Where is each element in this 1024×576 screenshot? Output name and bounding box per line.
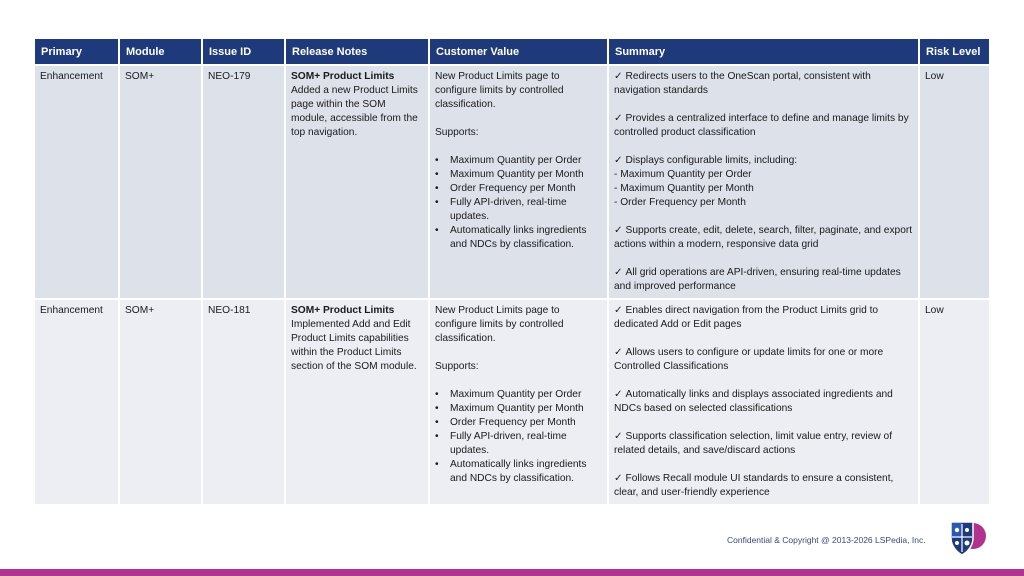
header-release-notes: Release Notes — [285, 39, 429, 65]
customer-value-bullets — [435, 388, 603, 486]
header-module: Module — [119, 39, 202, 65]
checkmark-icon: ✓ — [614, 267, 623, 278]
bullet-item: • Automatically links ingredients and NDCs by classification. — [435, 458, 603, 486]
release-text: Added a new Product Limits page within the SOM module, accessible from the top navigation. — [291, 85, 418, 138]
summary-item — [614, 224, 914, 252]
release-text: Implemented Add and Edit Product Limits capabilities within the Product Limits section of the SOM module. — [291, 319, 417, 372]
summary-item — [614, 472, 914, 500]
header-risk-level: Risk Level — [919, 39, 989, 65]
checkmark-icon: ✓ — [614, 225, 623, 236]
table-header-row — [35, 39, 989, 65]
bullet-item: • Maximum Quantity per Order — [435, 388, 603, 402]
cell-risk-level: Low — [919, 65, 989, 299]
bullet-item: • Fully API-driven, real-time updates. — [435, 196, 603, 224]
cell-customer-value — [429, 299, 608, 505]
customer-value-intro: New Product Limits page to configure limits by controlled classification. — [435, 71, 564, 110]
summary-item — [614, 154, 914, 210]
checkmark-icon: ✓ — [614, 473, 623, 484]
customer-value-intro: New Product Limits page to configure limits by controlled classification. — [435, 305, 564, 344]
bullet-item: • Order Frequency per Month — [435, 182, 603, 196]
header-primary: Primary — [35, 39, 119, 65]
cell-primary: Enhancement — [35, 65, 119, 299]
bullet-item: • Maximum Quantity per Month — [435, 168, 603, 182]
summary-text: All grid operations are API-driven, ensuring real-time updates and improved performance — [614, 267, 901, 292]
bullet-item: • Automatically links ingredients and NDCs by classification. — [435, 224, 603, 252]
cell-summary — [608, 65, 919, 299]
release-notes-table — [35, 39, 989, 506]
cell-issue-id: NEO-179 — [202, 65, 285, 299]
summary-text: Supports create, edit, delete, search, filter, paginate, and export actions within a modern, responsive data grid — [614, 225, 913, 250]
checkmark-icon: ✓ — [614, 71, 623, 82]
cell-risk-level: Low — [919, 299, 989, 505]
cell-primary: Enhancement — [35, 299, 119, 505]
checkmark-icon: ✓ — [614, 305, 623, 316]
summary-sub-item: - Maximum Quantity per Order — [614, 169, 752, 180]
release-title: SOM+ Product Limits — [291, 305, 395, 316]
checkmark-icon: ✓ — [614, 155, 623, 166]
footer-accent-bar — [0, 569, 1024, 576]
bullet-item: • Order Frequency per Month — [435, 416, 603, 430]
bullet-item: • Maximum Quantity per Month — [435, 402, 603, 416]
customer-value-supports: Supports: — [435, 361, 479, 372]
summary-text: Displays configurable limits, including: — [625, 155, 798, 166]
table-row — [35, 65, 989, 299]
lspedia-shield-logo-icon — [946, 518, 988, 558]
summary-text: Follows Recall module UI standards to ensure a consistent, clear, and user-friendly experience — [614, 473, 894, 498]
cell-issue-id: NEO-181 — [202, 299, 285, 505]
cell-release-notes — [285, 299, 429, 505]
customer-value-bullets — [435, 154, 603, 252]
summary-text: Automatically links and displays associated ingredients and NDCs based on selected classifications — [614, 389, 893, 414]
summary-item — [614, 266, 914, 294]
summary-item — [614, 112, 914, 140]
summary-text: Enables direct navigation from the Product Limits grid to dedicated Add or Edit pages — [614, 305, 879, 330]
customer-value-supports: Supports: — [435, 127, 479, 138]
summary-text: Provides a centralized interface to define and manage limits by controlled product classification — [614, 113, 909, 138]
copyright-text: Confidential & Copyright @ 2013-2026 LSPedia, Inc. — [727, 535, 926, 545]
summary-item — [614, 430, 914, 458]
summary-item — [614, 388, 914, 416]
summary-text: Redirects users to the OneScan portal, consistent with navigation standards — [614, 71, 871, 96]
cell-module: SOM+ — [119, 299, 202, 505]
release-title: SOM+ Product Limits — [291, 71, 395, 82]
header-summary: Summary — [608, 39, 919, 65]
checkmark-icon: ✓ — [614, 431, 623, 442]
table-row — [35, 299, 989, 505]
summary-item — [614, 304, 914, 332]
bullet-item: • Maximum Quantity per Order — [435, 154, 603, 168]
checkmark-icon: ✓ — [614, 389, 623, 400]
cell-summary — [608, 299, 919, 505]
summary-item — [614, 70, 914, 98]
checkmark-icon: ✓ — [614, 113, 623, 124]
checkmark-icon: ✓ — [614, 347, 623, 358]
summary-item — [614, 346, 914, 374]
summary-sub-item: - Maximum Quantity per Month — [614, 183, 754, 194]
cell-customer-value — [429, 65, 608, 299]
cell-release-notes — [285, 65, 429, 299]
header-customer-value: Customer Value — [429, 39, 608, 65]
summary-sub-item: - Order Frequency per Month — [614, 197, 746, 208]
cell-module: SOM+ — [119, 65, 202, 299]
summary-text: Supports classification selection, limit value entry, review of related details, and save/discard actions — [614, 431, 893, 456]
header-issue-id: Issue ID — [202, 39, 285, 65]
summary-text: Allows users to configure or update limits for one or more Controlled Classifications — [614, 347, 884, 372]
bullet-item: • Fully API-driven, real-time updates. — [435, 430, 603, 458]
